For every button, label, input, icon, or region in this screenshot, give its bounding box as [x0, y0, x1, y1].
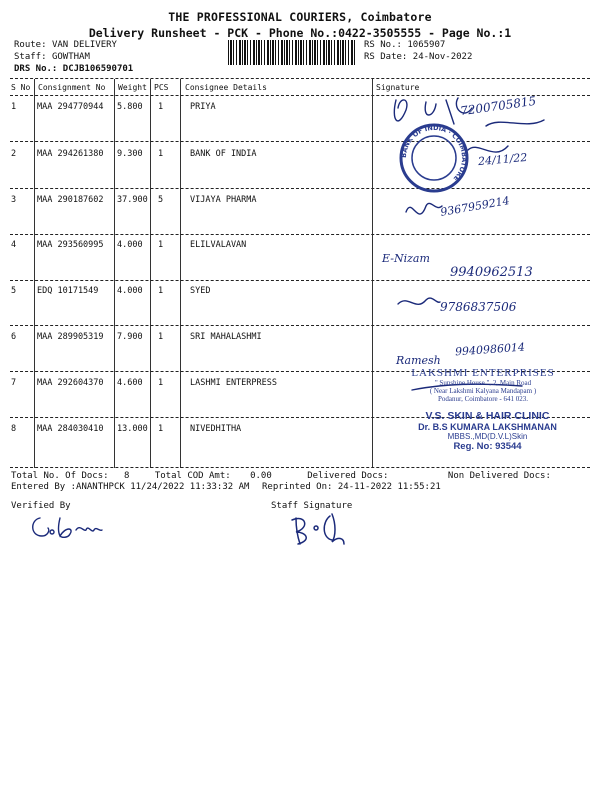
- row-weight: 4.000: [117, 240, 143, 250]
- clinic-stamp-name: V.S. SKIN & HAIR CLINIC: [425, 410, 550, 422]
- verified-signature: [26, 512, 116, 542]
- row-sno: 7: [11, 378, 17, 388]
- lakshmi-stamp-line: Podanur, Coimbatore - 641 023.: [438, 395, 528, 403]
- handwritten-phone: 9940962513: [450, 265, 533, 280]
- row-sno: 1: [11, 102, 17, 112]
- handwritten-phone: 9786837506: [440, 300, 517, 314]
- row-pcs: 1: [158, 149, 164, 159]
- handwritten-name: Ramesh: [396, 354, 441, 367]
- drs-line: [14, 64, 133, 74]
- total-docs-label: Total No. Of Docs:: [11, 471, 109, 481]
- rs-date-value: 24-Nov-2022: [412, 52, 473, 62]
- signature-scribble: [398, 298, 440, 304]
- row-pcs: 1: [158, 240, 164, 250]
- col-divider: [150, 79, 151, 468]
- row-consignee: VIJAYA PHARMA: [190, 195, 257, 205]
- clinic-stamp-reg: Reg. No: 93544: [453, 441, 522, 452]
- row-sno: 5: [11, 286, 17, 296]
- col-divider: [114, 79, 115, 468]
- rs-no-value: 1065907: [407, 40, 446, 50]
- row-consignment: MAA 290187602: [37, 195, 104, 205]
- rs-date-line: [364, 52, 472, 62]
- row-weight: 4.600: [117, 378, 143, 388]
- bank-round-stamp: [398, 122, 470, 194]
- row-consignment: EDQ 10171549: [37, 286, 99, 296]
- non-delivered-label: Non Delivered Docs:: [447, 471, 551, 481]
- row-pcs: 1: [158, 102, 164, 112]
- rs-date-label: RS Date:: [364, 52, 408, 62]
- clinic-stamp-doctor: Dr. B.S KUMARA LAKSHMANAN: [418, 422, 557, 432]
- staff-signature-label: Staff Signature: [271, 501, 353, 511]
- row-consignee: NIVEDHITHA: [190, 424, 242, 434]
- lakshmi-stamp-line: ( Near Lakshmi Kalyana Mandapam ): [429, 387, 537, 395]
- drs-label: DRS No.:: [14, 64, 58, 74]
- bank-stamp-text: BANK OF INDIA · COIMBATORE: [399, 123, 469, 183]
- col-header-signature: Signature: [376, 83, 420, 92]
- delivered-label: Delivered Docs:: [307, 471, 389, 481]
- runsheet-subtitle: Delivery Runsheet - PCK - Phone No.:0422-3505555 - Page No.:1: [88, 26, 512, 40]
- total-docs-value: 8: [123, 471, 130, 481]
- row-weight: 37.900: [117, 195, 148, 205]
- staff-value: GOWTHAM: [51, 52, 90, 62]
- signature-scribble: [468, 146, 508, 152]
- row-weight: 13.000: [117, 424, 148, 434]
- row-pcs: 5: [158, 195, 164, 205]
- col-header-weight: Weight: [118, 83, 147, 92]
- row-sno: 4: [11, 240, 17, 250]
- row-consignment: MAA 293560995: [37, 240, 104, 250]
- row-consignment: MAA 294261380: [37, 149, 104, 159]
- signature-scribble: [486, 120, 544, 126]
- row-pcs: 1: [158, 424, 164, 434]
- cod-label: Total COD Amt:: [154, 471, 231, 481]
- col-divider: [372, 79, 373, 468]
- route-label: Route:: [14, 40, 47, 50]
- handwritten-phone: 7200705815: [459, 93, 537, 119]
- company-title: THE PROFESSIONAL COURIERS, Coimbatore: [168, 10, 432, 24]
- clinic-stamp-degree: MBBS.,MD(D.V.L)Skin: [447, 432, 528, 441]
- rs-no-label: RS No.:: [364, 40, 402, 50]
- handwritten-date: 24/11/22: [477, 150, 528, 169]
- row-pcs: 1: [158, 286, 164, 296]
- col-header-sno: S No: [11, 83, 31, 92]
- rs-no-line: [364, 40, 445, 50]
- staff-line: [14, 52, 90, 62]
- handwritten-phone: 9367959214: [439, 194, 511, 219]
- row-sno: 6: [11, 332, 17, 342]
- signature-scribble: [394, 100, 407, 121]
- handwritten-name: E-Nizam: [382, 252, 430, 265]
- entered-by: Entered By :ANANTHPCK 11/24/2022 11:33:32 AM: [11, 482, 250, 492]
- handwritten-phone: 9940986014: [454, 340, 526, 359]
- totals-line: [11, 471, 591, 481]
- clinic-stamp: [385, 410, 590, 452]
- signature-scribble: [406, 203, 442, 214]
- row-sno: 3: [11, 195, 17, 205]
- col-header-pcs: PCS: [154, 83, 169, 92]
- table-top-rule: [10, 78, 590, 79]
- row-weight: 5.800: [117, 102, 143, 112]
- drs-value: DCJB106590701: [62, 64, 134, 74]
- lakshmi-stamp-line: " Sunshine House ", 2, Main Road: [434, 379, 532, 387]
- cod-value: 0.00: [250, 471, 272, 481]
- row-consignment: MAA 292604370: [37, 378, 104, 388]
- row-consignment: MAA 289905319: [37, 332, 104, 342]
- col-divider: [34, 79, 35, 468]
- row-consignee: PRIYA: [190, 102, 216, 112]
- row-weight: 7.900: [117, 332, 143, 342]
- row-consignee: SYED: [190, 286, 211, 296]
- barcode: [228, 40, 356, 65]
- row-pcs: 1: [158, 332, 164, 342]
- lakshmi-stamp-name: LAKSHMI ENTERPRISES: [411, 367, 555, 379]
- row-consignee: LASHMI ENTERPRESS: [190, 378, 277, 388]
- staff-signature: [286, 510, 356, 548]
- reprinted-on: Reprinted On: 24-11-2022 11:55:21: [262, 482, 441, 492]
- route-line: [14, 40, 117, 50]
- row-consignee: ELILVALAVAN: [190, 240, 247, 250]
- verified-by-label: Verified By: [11, 501, 71, 511]
- route-value: VAN DELIVERY: [51, 40, 117, 50]
- col-divider: [180, 79, 181, 468]
- col-header-consignment: Consignment No: [38, 83, 106, 92]
- svg-text:BANK OF INDIA · COIMBATORE: [400, 124, 468, 183]
- row-pcs: 1: [158, 378, 164, 388]
- row-consignee: BANK OF INDIA: [190, 149, 257, 159]
- row-weight: 9.300: [117, 149, 143, 159]
- col-header-consignee: Consignee Details: [185, 83, 267, 92]
- row-consignee: SRI MAHALASHMI: [190, 332, 262, 342]
- staff-label: Staff:: [14, 52, 47, 62]
- row-consignment: MAA 294770944: [37, 102, 104, 112]
- row-sno: 2: [11, 149, 17, 159]
- row-weight: 4.000: [117, 286, 143, 296]
- lakshmi-enterprises-stamp: [378, 367, 588, 403]
- row-sno: 8: [11, 424, 17, 434]
- row-consignment: MAA 284030410: [37, 424, 104, 434]
